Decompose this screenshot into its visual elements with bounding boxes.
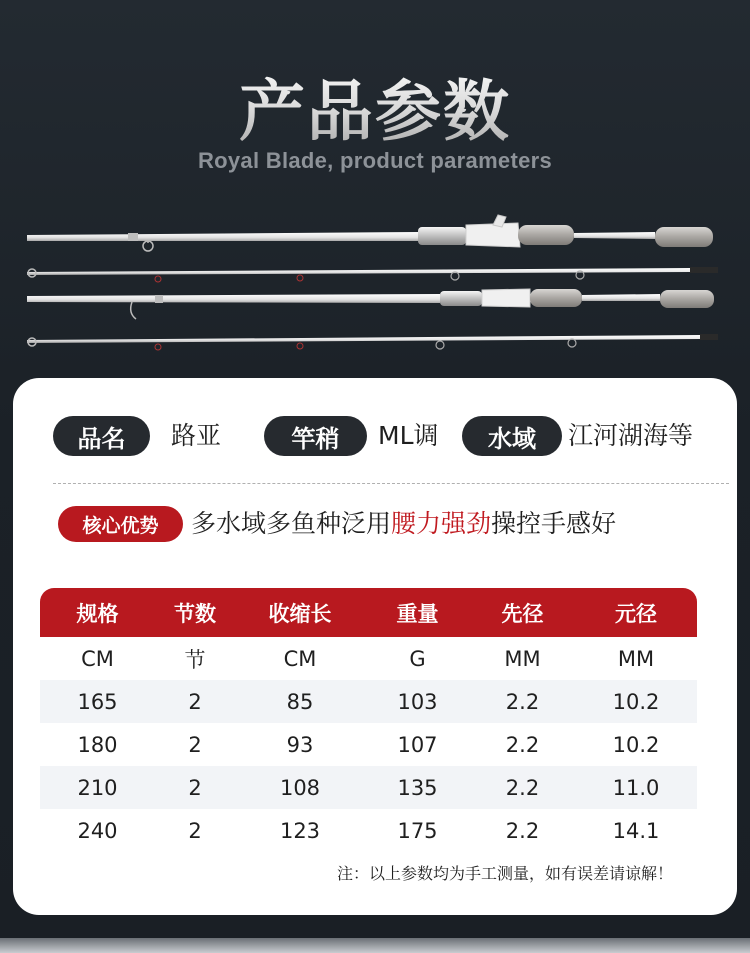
unit-cell: CM: [283, 646, 317, 671]
unit-cell: 节: [184, 647, 206, 672]
spec-label-name: 品名: [53, 416, 150, 456]
table-cell: 14.1: [612, 818, 660, 843]
header-cell: 收缩长: [268, 601, 332, 626]
spec-row: [53, 416, 733, 456]
table-cell: 165: [77, 689, 118, 714]
table-cell: 2.2: [505, 775, 540, 800]
unit-cell: MM: [617, 646, 655, 671]
table-row: [40, 723, 697, 766]
table-cell: 210: [77, 775, 118, 800]
page-title: 产品参数: [0, 58, 750, 153]
table-cell: 10.2: [612, 732, 660, 757]
spec-value-name: 路亚: [171, 421, 222, 450]
fishing-rods-image: [0, 205, 750, 365]
measurement-note: 注：以上参数均为手工测量，如有误差请谅解！: [336, 864, 673, 883]
table-cell: 103: [397, 689, 438, 714]
table-cell: 2.2: [505, 818, 540, 843]
advantage-text: [191, 506, 616, 542]
table-cell: 10.2: [612, 689, 660, 714]
rod-2-tip-section: [27, 334, 718, 350]
header-cell: 节数: [174, 601, 216, 626]
advantage-highlight: 腰力强劲: [391, 509, 492, 538]
table-cell: 2.2: [505, 732, 540, 757]
table-cell: 2: [188, 775, 202, 800]
header-cell: 元径: [615, 601, 657, 626]
header-cell: 规格: [76, 601, 119, 626]
table-cell: 180: [77, 732, 118, 757]
table-cell: 2: [188, 732, 202, 757]
divider: [53, 483, 729, 484]
spec-value-action: ML调: [378, 421, 439, 450]
spec-value-water: 江河湖海等: [568, 421, 694, 450]
table-row: [40, 809, 697, 852]
unit-cell: MM: [504, 646, 541, 671]
table-cell: 123: [279, 818, 321, 843]
unit-cell: G: [409, 646, 426, 671]
rod-2-butt-section: [27, 289, 714, 319]
table-cell: 85: [286, 689, 314, 714]
spec-table: [40, 588, 697, 852]
spec-label-action: 竿稍: [264, 416, 367, 456]
table-cell: 107: [397, 732, 438, 757]
rod-1-tip-section: [27, 267, 718, 282]
table-cell: 2: [188, 689, 202, 714]
table-cell: 2.2: [505, 689, 540, 714]
table-header: [40, 588, 697, 637]
table-cell: 135: [397, 775, 438, 800]
spec-label-water: 水域: [462, 416, 562, 456]
unit-cell: CM: [81, 646, 114, 671]
table-cell: 2: [188, 818, 202, 843]
parameters-card: [13, 378, 737, 915]
table-cell: 240: [77, 818, 118, 843]
table-units-row: [40, 637, 697, 680]
table-cell: 175: [397, 818, 438, 843]
table-cell: 108: [279, 775, 321, 800]
header-cell: 重量: [396, 601, 439, 626]
rod-1-butt-section: [27, 215, 713, 251]
table-cell: 11.0: [612, 775, 660, 800]
advantage-text-after: 操控手感好: [491, 509, 617, 538]
table-row: [40, 680, 697, 723]
page-subtitle: Royal Blade, product parameters: [197, 148, 553, 173]
advantage-badge: 核心优势: [58, 506, 183, 542]
advantage-text-before: 多水域多鱼种泛用: [191, 509, 392, 538]
header-cell: 先径: [501, 601, 544, 626]
table-cell: 93: [286, 732, 314, 757]
table-row: [40, 766, 697, 809]
bottom-strip: [0, 938, 750, 953]
